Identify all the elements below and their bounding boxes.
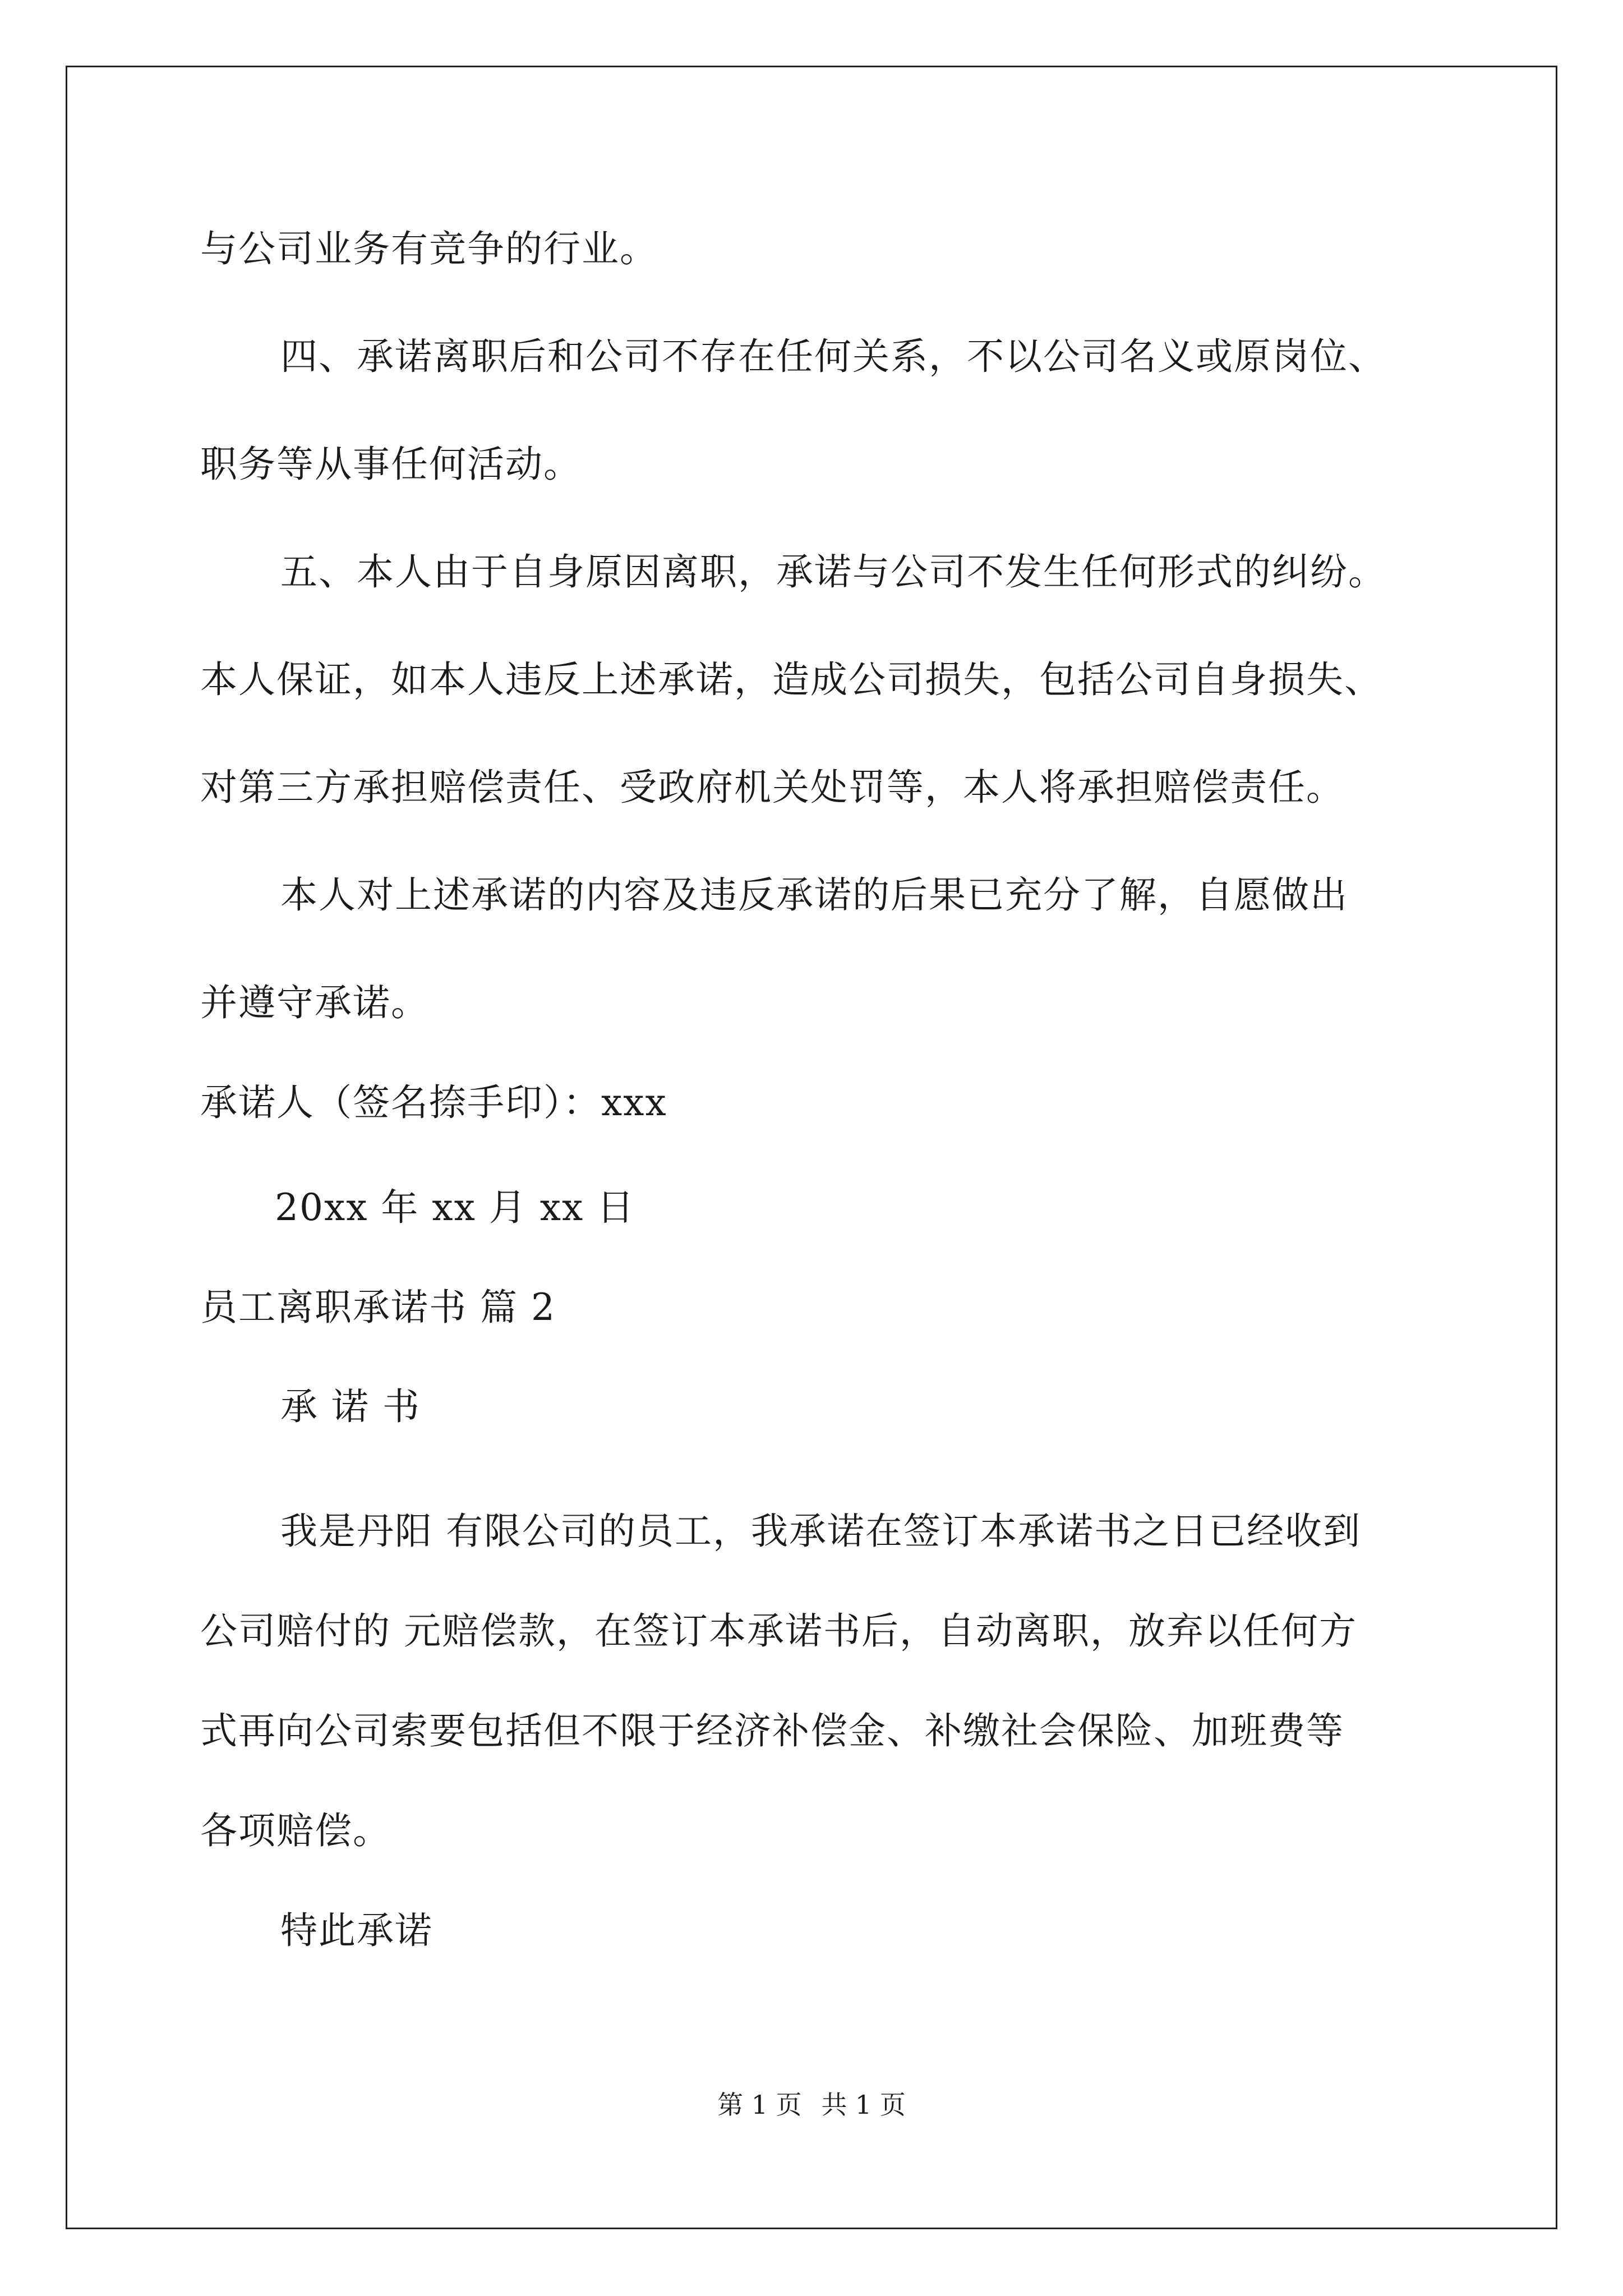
text-line: 职务等从事任何活动。 (200, 443, 582, 486)
text-line: 与公司业务有竞争的行业。 (200, 227, 658, 270)
text-line: 公司赔付的 元赔偿款，在签订本承诺书后，自动离职，放弃以任何方 (200, 1609, 1357, 1653)
text-line: 并遵守承诺。 (200, 981, 429, 1024)
page-footer (0, 2089, 1623, 2120)
text-line: 式再向公司索要包括但不限于经济补偿金、补缴社会保险、加班费等 (200, 1709, 1344, 1752)
signer-line: 承诺人（签名捺手印）：xxx (200, 1081, 667, 1124)
letter-title: 承 诺 书 (280, 1385, 421, 1428)
text-line: 对第三方承担赔偿责任、受政府机关处罚等，本人将承担赔偿责任。 (200, 766, 1344, 809)
text-line: 各项赔偿。 (200, 1809, 391, 1852)
text-line: 本人对上述承诺的内容及违反承诺的后果已充分了解，自愿做出 (280, 873, 1348, 917)
closing-line: 特此承诺 (280, 1909, 433, 1952)
text-line: 我是丹阳 有限公司的员工，我承诺在签订本承诺书之日已经收到 (280, 1510, 1361, 1553)
text-line: 五、本人由于自身原因离职，承诺与公司不发生任何形式的纠纷。 (280, 550, 1386, 593)
text-line: 本人保证，如本人违反上述承诺，造成公司损失，包括公司自身损失、 (200, 658, 1382, 701)
page-number: 第 1 页 (717, 2090, 802, 2120)
date-line: 20xx 年 xx 月 xx 日 (275, 1186, 635, 1229)
text-line: 四、承诺离职后和公司不存在任何关系，不以公司名义或原岗位、 (280, 335, 1386, 378)
section-heading: 员工离职承诺书 篇 2 (200, 1286, 556, 1329)
page-total: 共 1 页 (821, 2090, 906, 2120)
page-border (66, 66, 1557, 2229)
